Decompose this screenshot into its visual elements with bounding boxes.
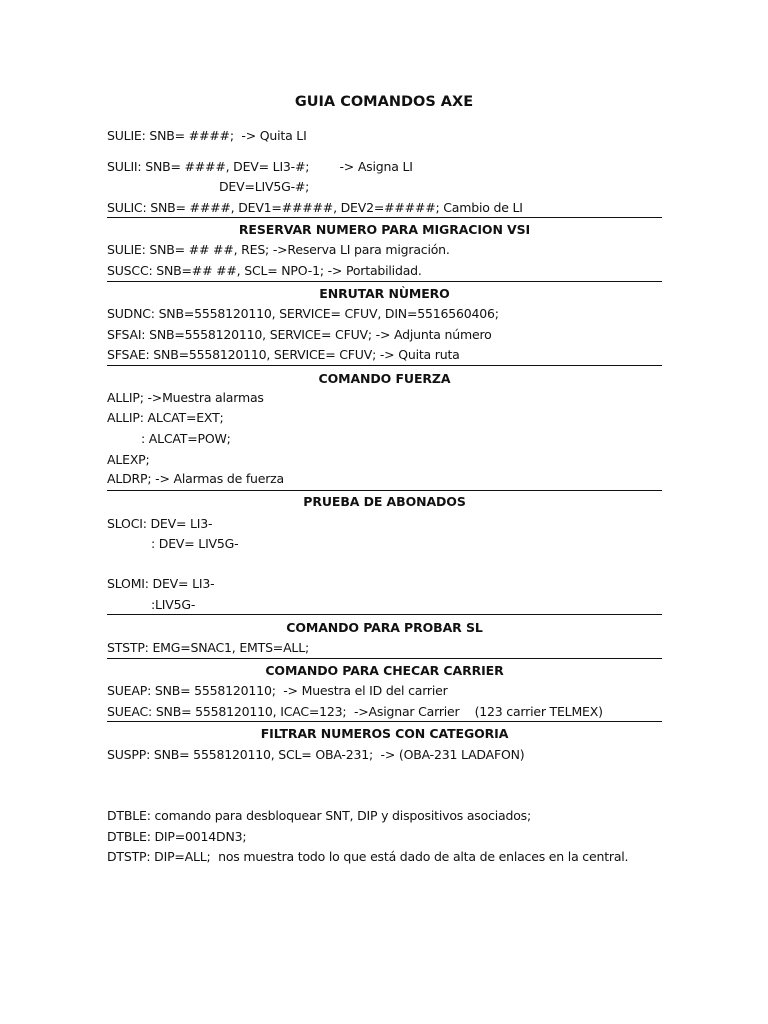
text-line: DEV=LIV5G-#; bbox=[219, 179, 310, 194]
text-line: STSTP: EMG=SNAC1, EMTS=ALL; bbox=[107, 640, 309, 655]
section-heading: ENRUTAR NÙMERO bbox=[319, 286, 450, 301]
text-line: SUEAC: SNB= 5558120110, ICAC=123; ->Asignar Carrier (123 carrier TELMEX) bbox=[107, 704, 603, 719]
text-line: DTBLE: DIP=0014DN3; bbox=[107, 829, 247, 844]
text-line: SLOMI: DEV= LI3- bbox=[107, 576, 215, 591]
document-title: GUIA COMANDOS AXE bbox=[294, 94, 474, 110]
text-line: DTBLE: comando para desbloquear SNT, DIP y dispositivos asociados; bbox=[107, 808, 531, 823]
text-line: ALLIP: ALCAT=EXT; bbox=[107, 410, 224, 425]
text-line: SLOCI: DEV= LI3- bbox=[107, 516, 213, 531]
text-line: SUSCC: SNB=## ##, SCL= NPO-1; -> Portabilidad. bbox=[107, 263, 422, 278]
text-line: SFSAI: SNB=5558120110, SERVICE= CFUV; -> Adjunta número bbox=[107, 327, 492, 342]
section-heading: PRUEBA DE ABONADOS bbox=[303, 494, 466, 509]
text-line: SULIC: SNB= ####, DEV1=#####, DEV2=#####; Cambio de LI bbox=[107, 200, 523, 215]
text-line: SULII: SNB= ####, DEV= LI3-#; -> Asigna LI bbox=[107, 159, 413, 174]
text-line: : DEV= LIV5G- bbox=[151, 536, 239, 551]
text-line: SUSPP: SNB= 5558120110, SCL= OBA-231; -> (OBA-231 LADAFON) bbox=[107, 747, 525, 762]
section-heading: COMANDO PARA PROBAR SL bbox=[286, 620, 483, 635]
section-heading: COMANDO FUERZA bbox=[318, 371, 451, 386]
text-line: ALDRP; -> Alarmas de fuerza bbox=[107, 471, 285, 486]
text-line: :LIV5G- bbox=[151, 597, 196, 612]
section-divider bbox=[107, 365, 662, 366]
text-line: ALEXP; bbox=[107, 452, 150, 467]
section-heading: COMANDO PARA CHECAR CARRIER bbox=[265, 663, 504, 678]
text-line: SUDNC: SNB=5558120110, SERVICE= CFUV, DIN=5516560406; bbox=[107, 306, 499, 321]
text-line: SFSAE: SNB=5558120110, SERVICE= CFUV; -> Quita ruta bbox=[107, 347, 460, 362]
section-divider bbox=[107, 490, 662, 491]
section-divider bbox=[107, 217, 662, 218]
section-divider bbox=[107, 721, 662, 722]
section-divider bbox=[107, 614, 662, 615]
text-line: DTSTP: DIP=ALL; nos muestra todo lo que está dado de alta de enlaces en la central. bbox=[107, 849, 629, 864]
text-line: SULIE: SNB= ## ##, RES; ->Reserva LI para migración. bbox=[107, 242, 450, 257]
section-heading: FILTRAR NUMEROS CON CATEGORIA bbox=[260, 726, 509, 741]
text-line: ALLIP; ->Muestra alarmas bbox=[107, 390, 264, 405]
text-line: : ALCAT=POW; bbox=[141, 431, 231, 446]
text-line: SUEAP: SNB= 5558120110; -> Muestra el ID del carrier bbox=[107, 683, 448, 698]
section-divider bbox=[107, 281, 662, 282]
section-heading: RESERVAR NUMERO PARA MIGRACION VSI bbox=[238, 222, 531, 237]
section-divider bbox=[107, 658, 662, 659]
text-line: SULIE: SNB= ####; -> Quita LI bbox=[107, 128, 307, 143]
